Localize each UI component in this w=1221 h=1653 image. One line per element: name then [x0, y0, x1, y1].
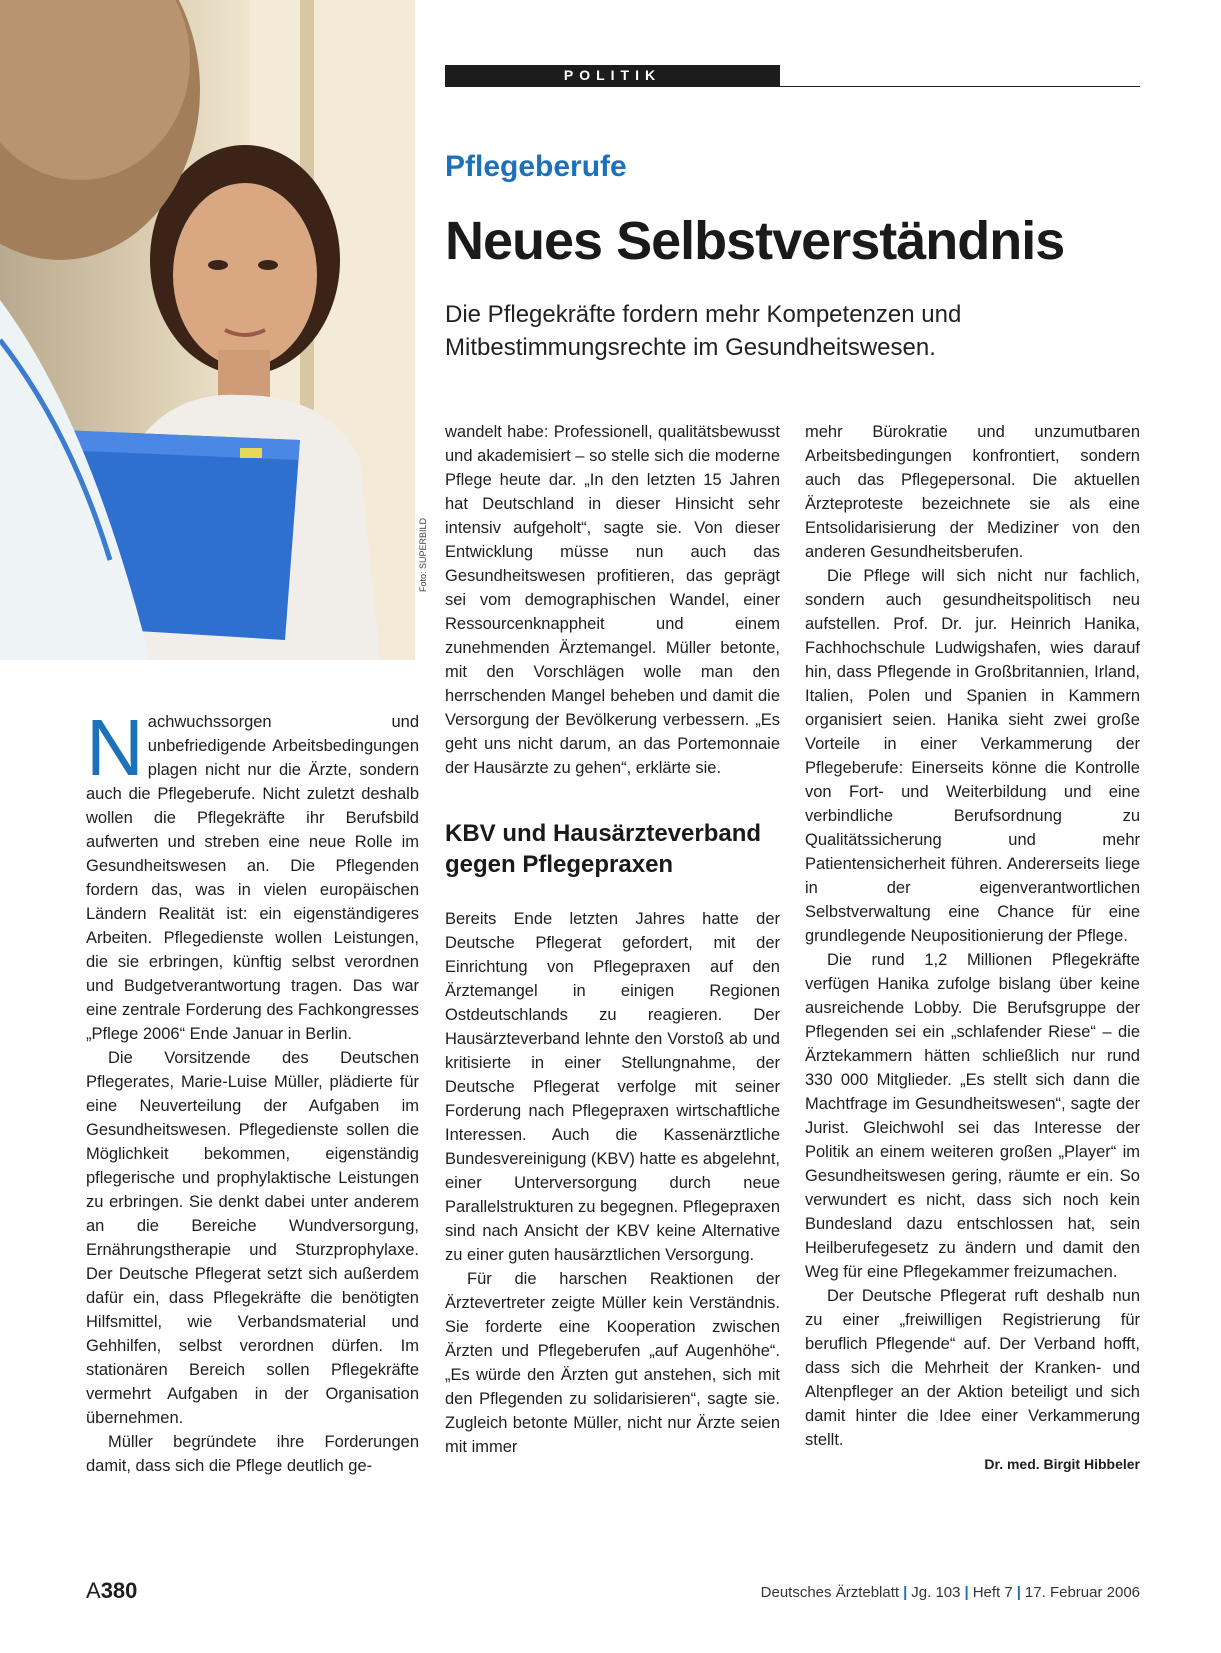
section-subhead: KBV und Hausärzteverband gegen Pflegepraxen: [445, 820, 762, 878]
journal-issue: Heft 7: [972, 1584, 1013, 1601]
paragraph-3-start: Müller begründete ihre Forderungen damit, dass sich die Pflege deutlich ge-: [86, 1433, 419, 1475]
paragraph-6: Die Pflege will sich nicht nur fachlich, sondern auch gesundheitspolitisch neu aufstellen. Prof. Dr. jur. Heinrich Hanika, Fachhochschule Ludwigshafen, wies darauf hin, dass Pflegende in Großbritannien, Irland, Italien, Polen und Spanien in Kammern organisiert seien. Hanika sieht zwei große Vorteile in einer Verkammerung der Pflegeberufe: Einerseits könne die Kontrolle von Fort- und Weiterbildung und eine verbindliche Berufsordnung zu Qualitätssicherung und mehr Patientensicherheit führen. Andererseits liege in der eigenverantwortlichen Selbstverwaltung eine Chance für eine grundlegende Neupositionierung der Pflege.: [805, 567, 1140, 945]
article-lead: Die Pflegekräfte fordern mehr Kompetenzen und Mitbestimmungsrechte im Gesundheitswesen.: [445, 301, 962, 361]
article-photo: [0, 0, 415, 660]
footer-separator: |: [964, 1584, 969, 1601]
journal-name: Deutsches Ärzteblatt: [760, 1584, 900, 1601]
paragraph-3-continued: wandelt habe: Professionell, qualitätsbewusst und akademisiert – so stelle sich die moderne Pflege heute dar. „In den letzten 15 Jahren hat Deutschland in dieser Hinsicht sehr intensiv aufgeholt“, sagte sie. Von dieser Entwicklung müsse nun auch das Gesundheitswesen profitieren, das geprägt sei vom demographischen Wandel, einer Ressourcenknappheit und einem zunehmenden Ärztemangel. Müller betonte, mit den Vorschlägen wolle man den herrschenden Mangel beheben und damit die Versorgung der Bevölkerung verbessern. „Es geht uns nicht darum, an das Portemonnaie der Hausärzte zu gehen“, erklärte sie.: [445, 423, 780, 777]
column-3: [805, 420, 1140, 1476]
paragraph-1-text: achwuchssorgen und unbefriedigende Arbeitsbedingungen plagen nicht nur die Ärzte, sondern auch die Pflegeberufe. Nicht zuletzt deshalb wollen die Pflegekräfte ihr Berufsbild aufwerten und streben eine neue Rolle im Gesundheitswesen an. Die Pflegenden fordern das, was in vielen europäischen Ländern Realität ist: ein eigenständigeres Arbeiten. Pflegedienste wollen Leistungen, die sie erbringen, künftig selbst verordnen und Budgetverantwortung tragen. Das war eine zentrale Forderung des Fachkongresses „Pflege 2006“ Ende Januar in Berlin.: [86, 713, 419, 1043]
paragraph-8: Der Deutsche Pflegerat ruft deshalb nun zu einer „freiwilligen Registrierung für beruflich Pflegende“ auf. Der Verband hofft, dass sich die Mehrheit der Kranken- und Altenpfleger an der Aktion beteiligt und sich damit hinter die Idee einer Verkammerung stellt.: [805, 1287, 1140, 1449]
page-number-value: 380: [100, 1578, 138, 1603]
paragraph-1: [86, 703, 419, 1046]
article-title: Neues Selbstverständnis: [445, 211, 1065, 271]
column-2: [445, 420, 780, 1459]
column-1: [86, 703, 419, 1478]
article-kicker: Pflegeberufe: [445, 150, 627, 183]
page-number: [86, 1578, 137, 1604]
journal-footer: [761, 1584, 1140, 1601]
paragraph-2: Die Vorsitzende des Deutschen Pflegerates, Marie-Luise Müller, plädierte für eine Neuverteilung der Aufgaben im Gesundheitswesen. Pflegedienste sollen die Möglichkeit bekommen, eigenständig pflegerische und prophylaktische Leistungen zu erbringen. Sie denkt dabei unter anderem an die Bereiche Wundversorgung, Ernährungstherapie und Sturzprophylaxe. Der Deutsche Pflegerat setzt sich außerdem dafür ein, dass Pflegekräfte die benötigten Hilfsmittel, wie Verbandsmaterial und Gehhilfen, selbst verordnen dürfen. Im stationären Bereich sollen Pflegekräfte vermehrt Aufgaben in der Organisation übernehmen.: [86, 1049, 419, 1427]
journal-date: 17. Februar 2006: [1024, 1584, 1140, 1601]
paragraph-5-continued: mehr Bürokratie und unzumutbaren Arbeitsbedingungen konfrontiert, sondern auch das Pflegepersonal. Die aktuellen Ärzteproteste bezeichnete sie als eine Entsolidarisierung der Mediziner von den anderen Gesundheitsberufen.: [805, 423, 1140, 561]
journal-volume: Jg. 103: [911, 1584, 961, 1601]
page-prefix: A: [86, 1578, 101, 1603]
paragraph-4: Bereits Ende letzten Jahres hatte der Deutsche Pflegerat gefordert, mit der Einrichtung von Pflegepraxen auf den Ärztemangel in einigen Regionen Ostdeutschlands zu reagieren. Der Hausärzteverband lehnte den Vorstoß ab und kritisierte in einer Stellungnahme, der Deutsche Pflegerat verfolge mit seiner Forderung nach Pflegepraxen wirtschaftliche Interessen. Auch die Kassenärztliche Bundesvereinigung (KBV) hatte es abgelehnt, einer Unterversorgung durch neue Parallelstrukturen zu begegnen. Pflegepraxen sind nach Ansicht der KBV keine Alternative zu einer guten hausärztlichen Versorgung.: [445, 910, 780, 1264]
paragraph-5-start: Für die harschen Reaktionen der Ärztevertreter zeigte Müller kein Verständnis. Sie forderte eine Kooperation zwischen Ärzten und Pflegeberufen „auf Augenhöhe“. „Es würde den Ärzten gut anstehen, sich mit den Pflegenden zu solidarisieren“, sagte sie. Zugleich betonte Müller, nicht nur Ärzte seien mit immer: [445, 1270, 780, 1456]
paragraph-7: Die rund 1,2 Millionen Pflegekräfte verfügen Hanika zufolge bislang über keine ausreichende Lobby. Die Berufsgruppe der Pflegenden sei ein „schlafender Riese“ – die Ärztekammern hätten schließlich nur rund 330 000 Mitglieder. „Es stellt sich dann die Machtfrage im Gesundheitswesen“, sagte der Jurist. Gleichwohl sei das Interesse der Politik an einem weiteren großen „Player“ im Gesundheitswesen gering, räumte er ein. So verwundert es nicht, dass sich noch kein Bundesland dazu entschlossen hat, sein Heilberufegesetz zu ändern und damit den Weg für eine Pflegekammer freizumachen.: [805, 951, 1140, 1281]
footer-separator: |: [903, 1584, 908, 1601]
rubric-label: POLITIK: [563, 67, 662, 83]
rubric-rule: [445, 86, 1140, 87]
photo-illustration: [0, 0, 415, 660]
footer-separator: |: [1016, 1584, 1021, 1601]
author-byline: Dr. med. Birgit Hibbeler: [984, 1456, 1140, 1472]
photo-credit: Foto: SUPERBILD: [418, 517, 428, 592]
drop-cap: N: [86, 703, 144, 792]
